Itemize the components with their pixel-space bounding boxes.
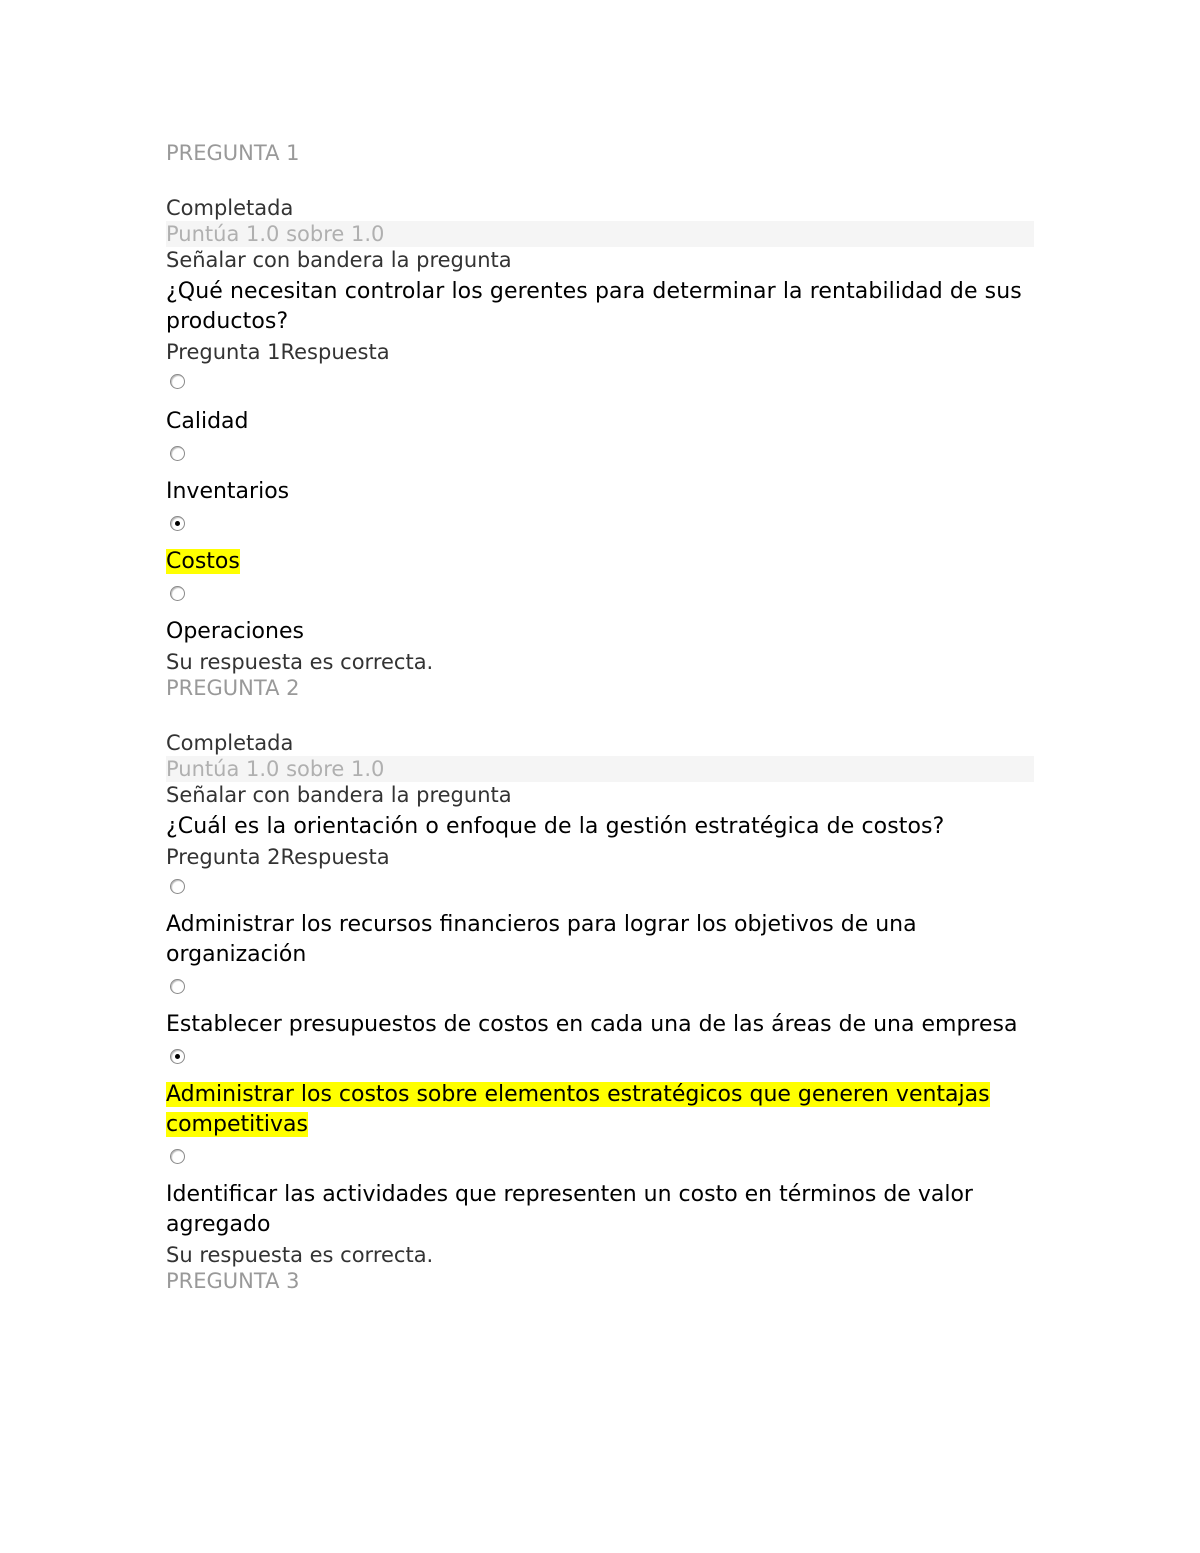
question-3 <box>166 1268 1034 1294</box>
radio-button-selected[interactable] <box>170 516 185 531</box>
radio-button[interactable] <box>170 1149 185 1164</box>
answer-option[interactable] <box>166 979 1034 1040</box>
option-label: Costos <box>166 549 240 574</box>
question-header: PREGUNTA 3 <box>166 1269 300 1293</box>
answer-option-selected[interactable] <box>166 1049 1034 1140</box>
question-1 <box>166 140 1034 675</box>
radio-button[interactable] <box>170 374 185 389</box>
flag-question-link[interactable]: Señalar con bandera la pregunta <box>166 248 512 272</box>
option-label: Administrar los recursos financieros para lograr los objetivos de una organización <box>166 912 917 967</box>
option-label: Establecer presupuestos de costos en cada una de las áreas de una empresa <box>166 1012 1018 1037</box>
answer-label: Pregunta 2Respuesta <box>166 845 390 869</box>
radio-button[interactable] <box>170 979 185 994</box>
question-status: Completada <box>166 731 294 755</box>
question-text: ¿Qué necesitan controlar los gerentes para determinar la rentabilidad de sus productos? <box>166 279 1022 334</box>
answer-label: Pregunta 1Respuesta <box>166 340 390 364</box>
answer-option[interactable] <box>166 586 1034 647</box>
answer-option-selected[interactable] <box>166 516 1034 577</box>
radio-button-selected[interactable] <box>170 1049 185 1064</box>
option-label: Administrar los costos sobre elementos estratégicos que generen ventajas competitivas <box>166 1082 990 1137</box>
question-text: ¿Cuál es la orientación o enfoque de la gestión estratégica de costos? <box>166 814 945 839</box>
question-header: PREGUNTA 1 <box>166 141 300 165</box>
quiz-review <box>166 140 1034 1294</box>
option-label: Inventarios <box>166 479 290 504</box>
answer-option[interactable] <box>166 879 1034 970</box>
option-label: Identificar las actividades que representen un costo en términos de valor agregado <box>166 1182 973 1237</box>
feedback-text: Su respuesta es correcta. <box>166 1243 434 1267</box>
answer-option[interactable] <box>166 1149 1034 1240</box>
question-2 <box>166 675 1034 1268</box>
option-label: Calidad <box>166 409 249 434</box>
question-status: Completada <box>166 196 294 220</box>
question-grade: Puntúa 1.0 sobre 1.0 <box>166 221 1034 247</box>
question-header: PREGUNTA 2 <box>166 676 300 700</box>
question-grade: Puntúa 1.0 sobre 1.0 <box>166 756 1034 782</box>
radio-button[interactable] <box>170 446 185 461</box>
radio-button[interactable] <box>170 879 185 894</box>
feedback-text: Su respuesta es correcta. <box>166 650 434 674</box>
answer-option[interactable] <box>166 446 1034 507</box>
radio-button[interactable] <box>170 586 185 601</box>
flag-question-link[interactable]: Señalar con bandera la pregunta <box>166 783 512 807</box>
option-label: Operaciones <box>166 619 304 644</box>
answer-option[interactable] <box>166 374 1034 437</box>
